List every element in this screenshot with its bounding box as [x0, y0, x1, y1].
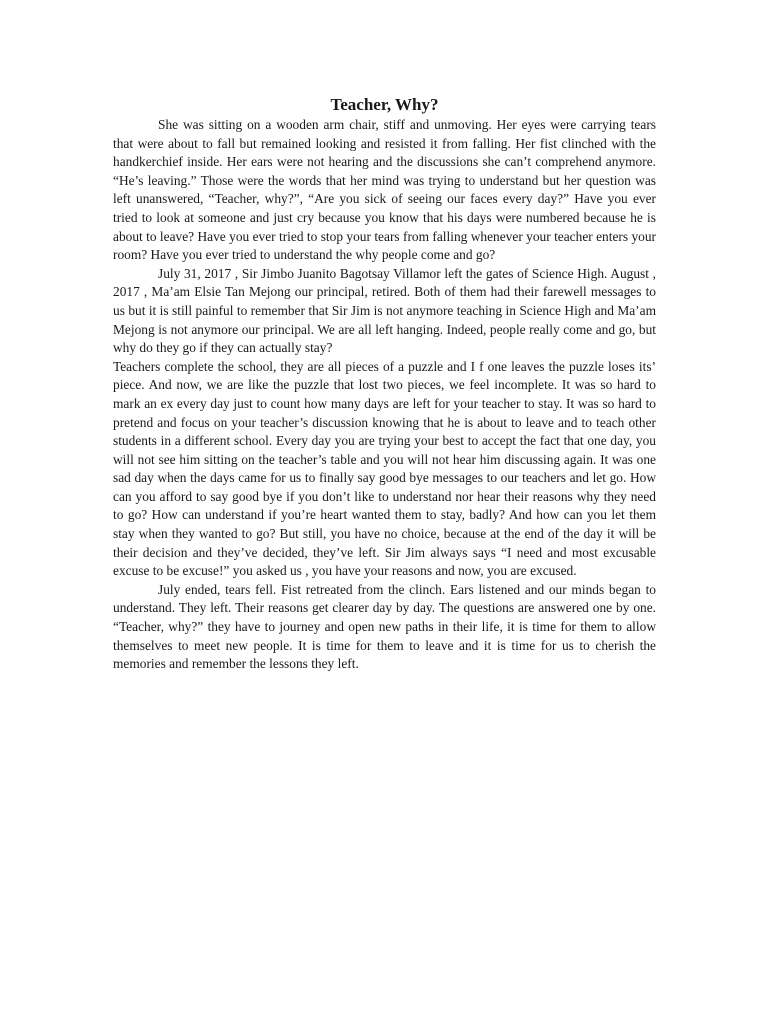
paragraph-4: July ended, tears fell. Fist retreated from the clinch. Ears listened and our minds began to understand. They left. Their reasons get clearer day by day. The questions are answered one by one. “Teacher, why?” they have to journey and open new paths in their life, it is time for them to allow themselves to meet new people. It is time for them to leave and it is time for us to cherish the memories and remember the lessons they left. [113, 581, 656, 672]
paragraph-3: Teachers complete the school, they are all pieces of a puzzle and I f one leaves the puzzle loses its’ piece. And now, we are like the puzzle that lost two pieces, we feel incomplete. It was so hard to mark an ex every day just to count how many days are left for your teacher to stay. It was so hard to pretend and focus on your teacher’s discussion knowing that he is about to leave and to teach other students in a different school. Every day you are trying your best to accept the fact that one day, you will not see him sitting on the teacher’s table and you will not hear him discussing again. It was one sad day when the days came for us to finally say good bye messages to our teachers and let go. How can you afford to say good bye if you don’t like to understand nor hear their reasons why they need to go? How can understand if you’re heart wanted them to stay, badly? And how can you let them stay when they wanted to go? But still, you have no choice, because at the end of the day it will be their decision and they’ve decided, they’ve left. Sir Jim always says “I need and most excusable excuse to be excuse!” you asked us , you have your reasons and now, you are excused. [113, 358, 656, 579]
paragraph-1: She was sitting on a wooden arm chair, stiff and unmoving. Her eyes were carrying tears that were about to fall but remained looking and resisted it from falling. Her fist clinched with the handkerchief inside. Her ears were not hearing and the discussions she can’t comprehend anymore. “He’s leaving.” Those were the words that her mind was trying to understand but her question was left unanswered, “Teacher, why?”, “Are you sick of seeing our faces every day?” Have you ever tried to look at someone and just cry because you know that his days were numbered because he is about to leave? Have you ever tried to stop your tears from falling whenever your teacher enters your room? Have you ever tried to understand the why people come and go? [113, 117, 656, 263]
document-title: Teacher, Why? [330, 95, 439, 114]
paragraph-2: July 31, 2017 , Sir Jimbo Juanito Bagotsay Villamor left the gates of Science High. August , 2017 , Ma’am Elsie Tan Mejong our principal, retired. Both of them had their farewell messages to us but it is still painful to remember that Sir Jim is not anymore teaching in Science High and Ma’am Mejong is not anymore our principal. We are all left hanging. Indeed, people really come and go, but why do they go if they can actually stay? [113, 265, 656, 356]
document-page [113, 95, 656, 674]
